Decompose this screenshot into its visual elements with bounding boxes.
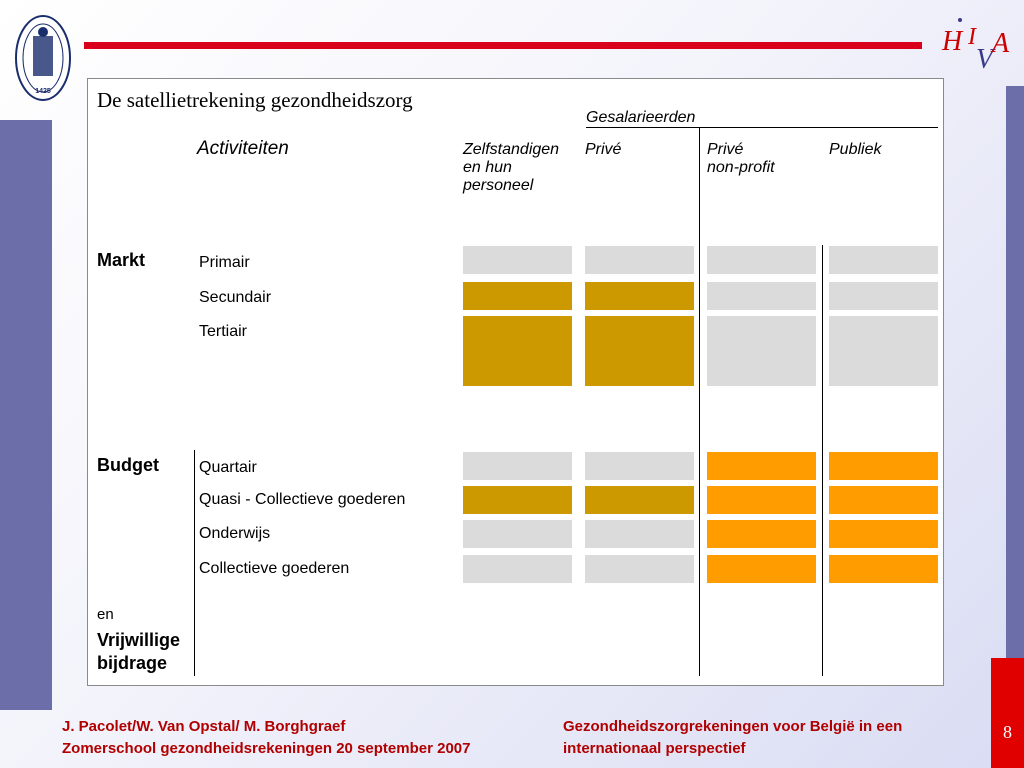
page-number-box — [991, 658, 1024, 768]
page-number: 8 — [1003, 722, 1012, 742]
footer-presentation-title: Gezondheidszorgrekeningen voor België in een internationaal perspectief — [563, 718, 903, 757]
matrix-cell-r1-c1 — [463, 246, 572, 274]
right-side-bar — [1006, 86, 1024, 658]
group-header-underline — [586, 127, 938, 128]
matrix-cell-r1-c2 — [585, 246, 694, 274]
activities-header: Activiteiten — [197, 138, 289, 159]
matrix-cell-r4-c1 — [463, 452, 572, 480]
column-header-public: Publiek — [829, 141, 882, 158]
row-label-primary: Primair — [199, 254, 250, 271]
matrix-cell-r1-c4 — [829, 246, 938, 274]
matrix-cell-r3-c1 — [463, 316, 572, 386]
category-budget: Budget — [97, 455, 159, 475]
category-and: en — [97, 606, 114, 623]
row-label-education: Onderwijs — [199, 525, 271, 542]
matrix-cell-r5-c4 — [829, 486, 938, 514]
svg-text:I: I — [968, 24, 976, 50]
category-separator-line — [194, 450, 195, 676]
hiva-logo — [938, 14, 1018, 76]
category-market: Markt — [97, 250, 146, 270]
matrix-cell-r2-c2 — [585, 282, 694, 310]
left-side-bar — [0, 120, 52, 710]
row-label-collective-goods: Collectieve goederen — [199, 560, 350, 577]
column-separator-line-1 — [699, 128, 700, 676]
matrix-cell-r6-c3 — [707, 520, 816, 548]
matrix-cell-r5-c1 — [463, 486, 572, 514]
footer-authors: J. Pacolet/W. Van Opstal/ M. Borghgraef Zomerschool gezondheidsrekeningen 20 september 2007 — [62, 718, 471, 757]
row-label-tertiary: Tertiair — [199, 323, 248, 340]
matrix-cell-r3-c3 — [707, 316, 816, 386]
column-header-private-nonprofit: Privé non-profit — [707, 141, 775, 176]
matrix-cell-r3-c4 — [829, 316, 938, 386]
matrix-cell-r3-c2 — [585, 316, 694, 386]
matrix-cell-r6-c1 — [463, 520, 572, 548]
matrix-cell-r5-c2 — [585, 486, 694, 514]
matrix-cell-r2-c3 — [707, 282, 816, 310]
svg-text:H: H — [942, 26, 963, 57]
matrix-cell-r5-c3 — [707, 486, 816, 514]
matrix-cell-r2-c1 — [463, 282, 572, 310]
category-contribution: bijdrage — [97, 653, 168, 673]
row-label-quasi-collective-goods: Quasi - Collectieve goederen — [199, 491, 406, 508]
matrix-cell-r7-c1 — [463, 555, 572, 583]
matrix-cell-r6-c4 — [829, 520, 938, 548]
column-header-self-employed: Zelfstandigen en hun personeel — [463, 141, 560, 194]
category-voluntary: Vrijwillige — [97, 630, 181, 650]
row-label-quaternary: Quartair — [199, 459, 257, 476]
column-separator-line-2 — [822, 245, 823, 676]
university-seal-logo — [14, 14, 72, 102]
matrix-cell-r4-c2 — [585, 452, 694, 480]
matrix-cell-r2-c4 — [829, 282, 938, 310]
matrix-cell-r6-c2 — [585, 520, 694, 548]
matrix-cell-r4-c4 — [829, 452, 938, 480]
header-red-line — [84, 42, 922, 49]
matrix-cell-r7-c2 — [585, 555, 694, 583]
matrix-cell-r1-c3 — [707, 246, 816, 274]
svg-text:V: V — [976, 44, 994, 75]
slide-title: De satellietrekening gezondheidszorg — [97, 88, 413, 112]
column-header-private: Privé — [585, 141, 622, 158]
row-label-secondary: Secundair — [199, 289, 272, 306]
matrix-cell-r7-c3 — [707, 555, 816, 583]
matrix-cell-r4-c3 — [707, 452, 816, 480]
employees-group-header: Gesalarieerden — [586, 109, 696, 126]
svg-text:A: A — [992, 28, 1010, 59]
seal-year: 1425 — [35, 88, 51, 95]
matrix-cell-r7-c4 — [829, 555, 938, 583]
